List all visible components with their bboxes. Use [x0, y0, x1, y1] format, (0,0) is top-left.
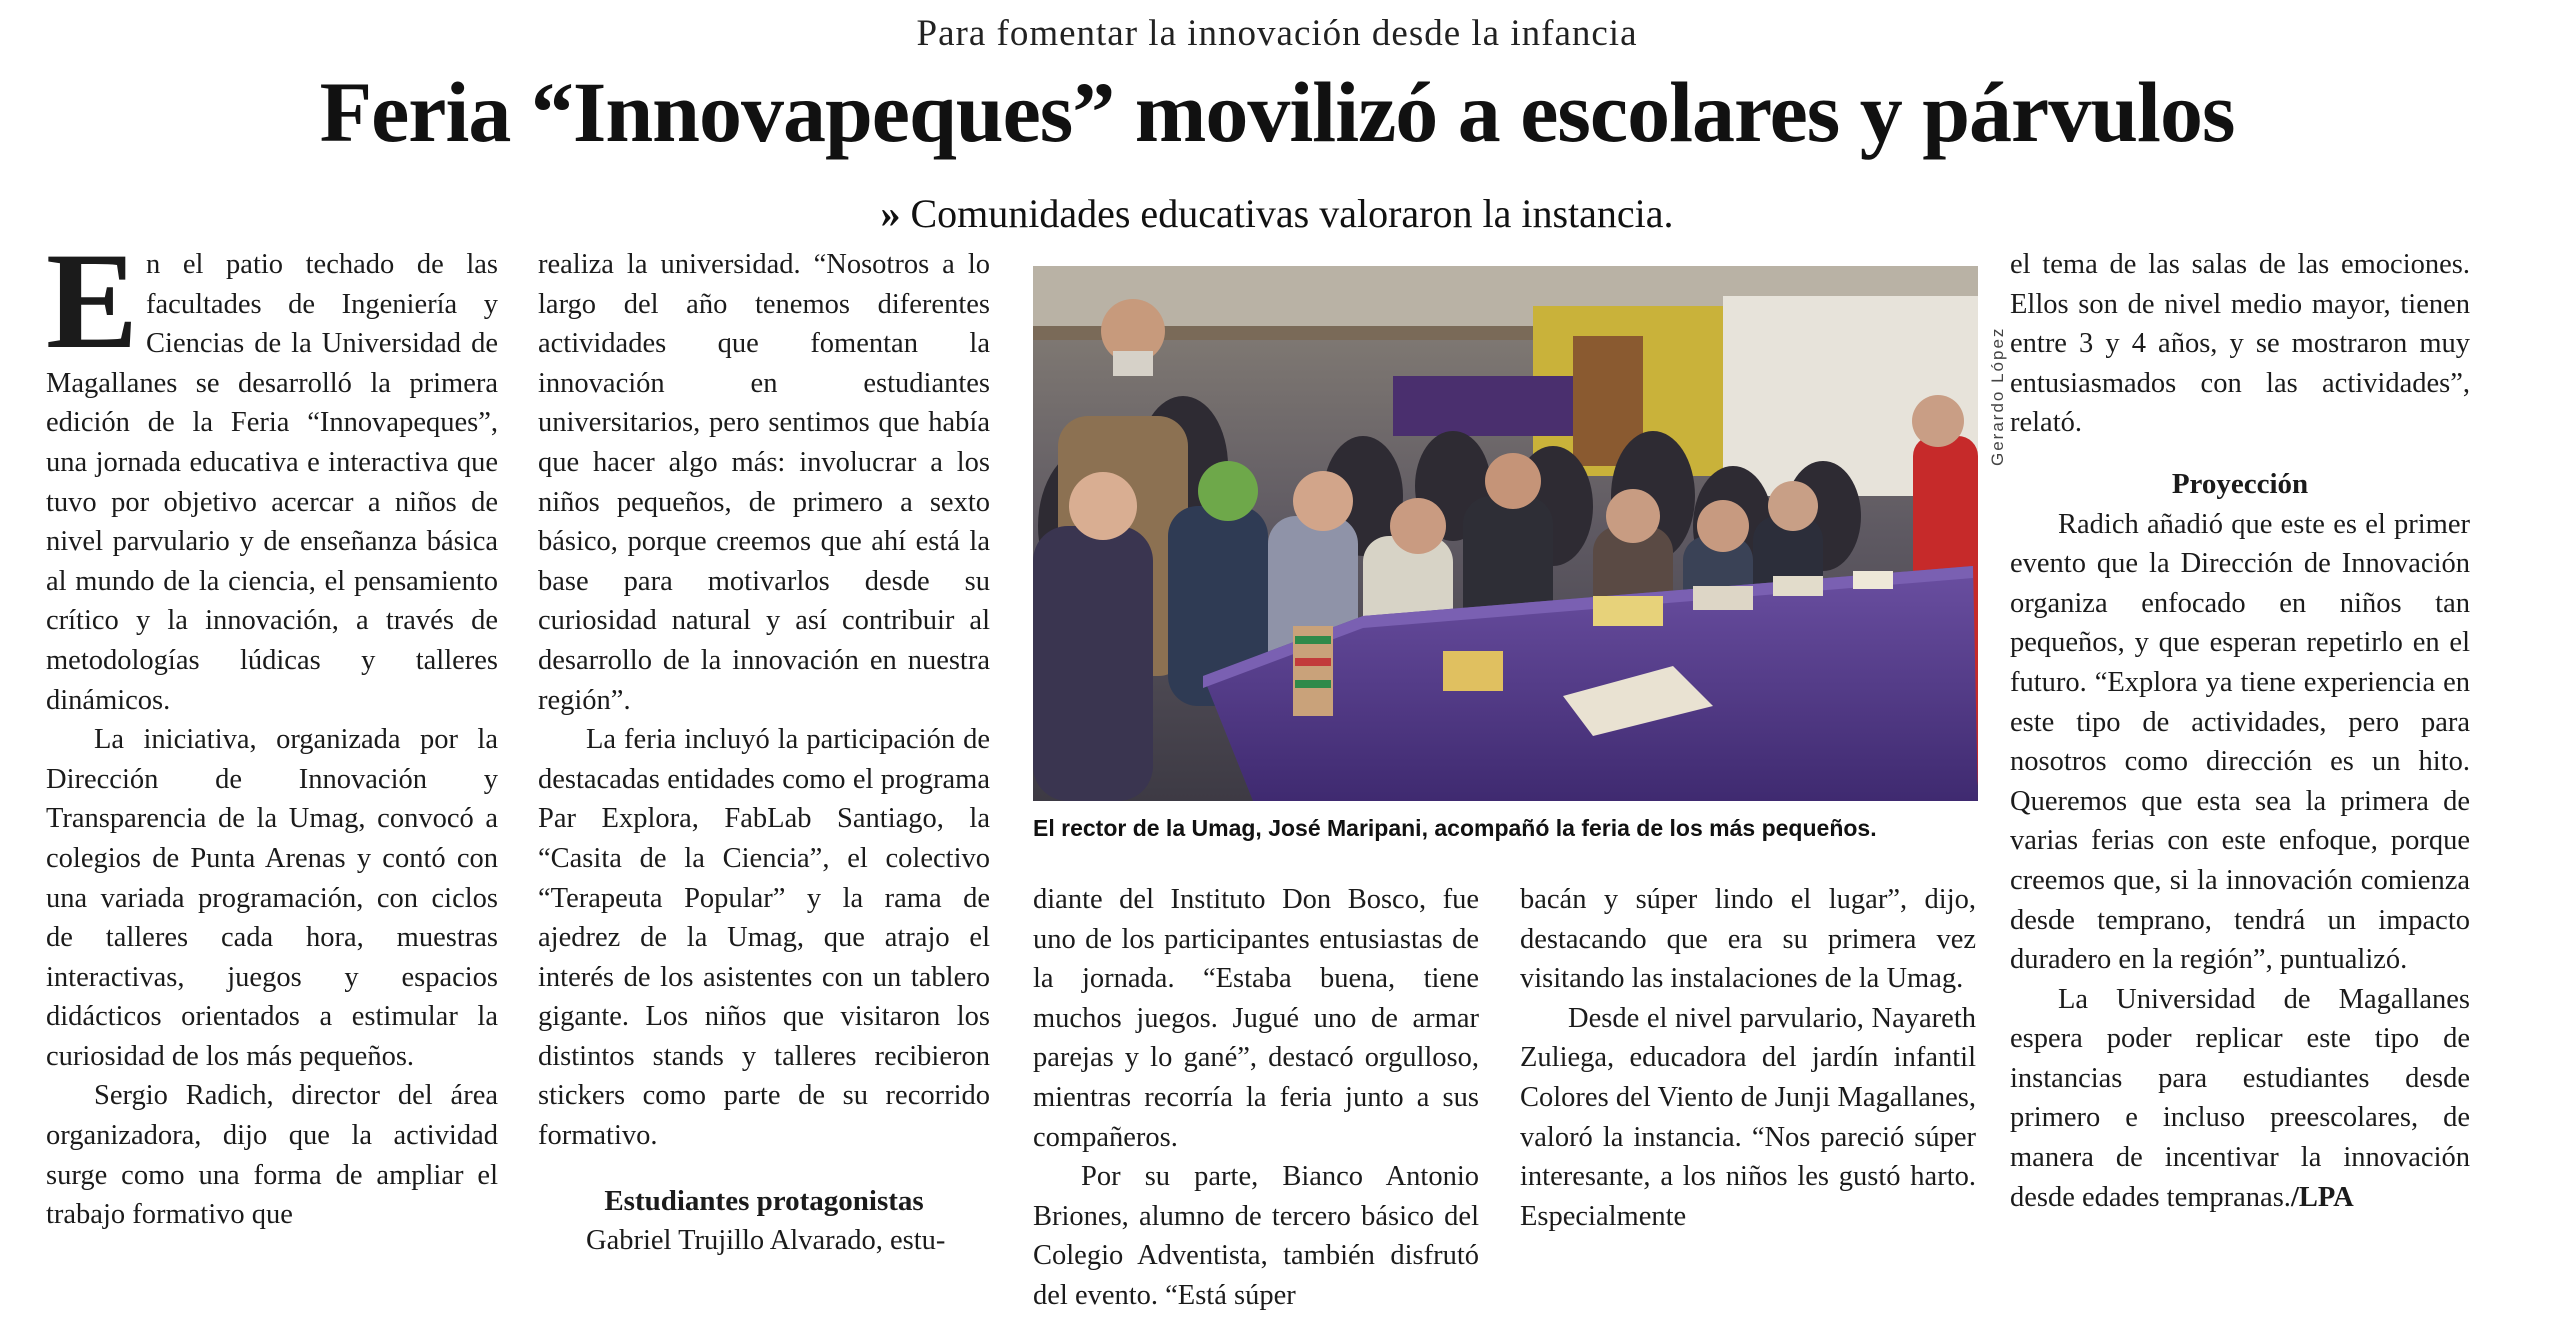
paragraph-text: La Universidad de Magallanes espera poder replicar este tipo de instancias para estudiantes desde primero e incluso preescolares, de manera de incentivar la innovación desde edades tempranas.	[2010, 983, 2470, 1213]
paragraph: Desde el nivel parvulario, Nayareth Zuliega, educadora del jardín infantil Colores del Viento de Junji Magallanes, valoró la instancia. “Nos pareció súper interesante, a los niños les gustó harto. Especialmente	[1520, 1002, 1976, 1232]
article-column-5	[2010, 245, 2470, 1217]
subheadline-text: Comunidades educativas valoraron la instancia.	[910, 191, 1674, 236]
paragraph: Sergio Radich, director del área organizadora, dijo que la actividad surge como una forma de ampliar el trabajo formativo que	[46, 1080, 498, 1231]
article-column-4	[1520, 880, 1976, 1236]
paragraph: Gabriel Trujillo Alvarado, estu-	[586, 1225, 946, 1257]
paragraph: La feria incluyó la participación de destacadas entidades como el programa Par Explora, FabLab Santiago, la “Casita de la Ciencia”, el colectivo “Terapeuta Popular” y la rama de ajedrez de la Umag, que atrajo el interés de los asistentes con un tablero gigante. Los niños que visitaron los distintos stands y talleres recibieron stickers como parte de su recorrido formativo.	[538, 724, 990, 1152]
paragraph-text: n el patio techado de las facultades de Ingeniería y Ciencias de la Universidad de Magallanes se desarrolló la primera edición de la Feria “Innovapeques”, una jornada educativa e interactiva que tuvo por objetivo acercar a niños de nivel parvulario y de enseñanza básica al mundo de la ciencia, el pensamiento crítico y la innovación, a través de metodologías lúdicas y talleres dinámicos.	[46, 249, 498, 716]
section-subtitle: Proyección	[2171, 467, 2309, 500]
paragraph: La iniciativa, organizada por la Dirección de Innovación y Transparencia de la Umag, convocó a colegios de Punta Arenas y contó con una variada programación, con ciclos de talleres cada hora, muestras interactivas, juegos y espacios didácticos orientados a estimular la curiosidad de los más pequeños.	[46, 724, 498, 1072]
article-column-2	[538, 245, 990, 1261]
subheadline	[0, 190, 2554, 237]
paragraph: bacán y súper lindo el lugar”, dijo, destacando que era su primera vez visitando las instalaciones de la Umag.	[1520, 884, 1976, 995]
article-column-3	[1033, 880, 1479, 1316]
event-photo	[1033, 266, 1978, 801]
paragraph: Radich añadió que este es el primer evento que la Dirección de Innovación organiza enfocado en niños tan pequeños, y que esperan repetirlo en el futuro. “Explora ya tiene experiencia en este tipo de actividades, pero para nosotros como dirección es un hito. Queremos que esta sea la primera de varias ferias con este enfoque, porque creemos que, si la innovación comienza desde temprano, tendrá un impacto duradero en la región”, puntualizó.	[2010, 508, 2470, 976]
chevron-right-icon: »	[880, 191, 901, 236]
drop-cap: E	[46, 224, 139, 377]
section-subtitle: Estudiantes protagonistas	[604, 1184, 924, 1217]
paragraph: Por su parte, Bianco Antonio Briones, alumno de tercero básico del Colegio Adventista, también disfrutó del evento. “Está súper	[1033, 1161, 1479, 1311]
author-signature: /LPA	[2290, 1181, 2354, 1213]
photo-caption: El rector de la Umag, José Maripani, acompañó la feria de los más pequeños.	[1033, 815, 1877, 841]
paragraph: realiza la universidad. “Nosotros a lo largo del año tenemos diferentes actividades que fomentan la innovación en estudiantes universitarios, pero sentimos que había que hacer algo más: involucrar a los niños pequeños, de primero a sexto básico, porque creemos que ahí está la base para motivarlos desde su curiosidad natural y así contribuir al desarrollo de la innovación en nuestra región”.	[538, 249, 990, 716]
paragraph: diante del Instituto Don Bosco, fue uno de los participantes entusiastas de la jornada. “Estaba buena, tiene muchos juegos. Jugué uno de armar parejas y lo gané”, destacó orgulloso, mientras recorría la feria junto a sus compañeros.	[1033, 884, 1479, 1153]
headline: Feria “Innovapeques” movilizó a escolares y párvulos	[319, 64, 2235, 160]
paragraph	[46, 224, 498, 720]
photo-credit: Gerardo López	[1988, 326, 2007, 466]
paragraph	[2010, 980, 2470, 1218]
article-column-1	[46, 224, 498, 1235]
paragraph: el tema de las salas de las emociones. Ellos son de nivel medio mayor, tienen entre 3 y 4 años, y se mostraron muy entusiasmados con las actividades”, relató.	[2010, 249, 2470, 439]
kicker: Para fomentar la innovación desde la infancia	[916, 13, 1638, 54]
